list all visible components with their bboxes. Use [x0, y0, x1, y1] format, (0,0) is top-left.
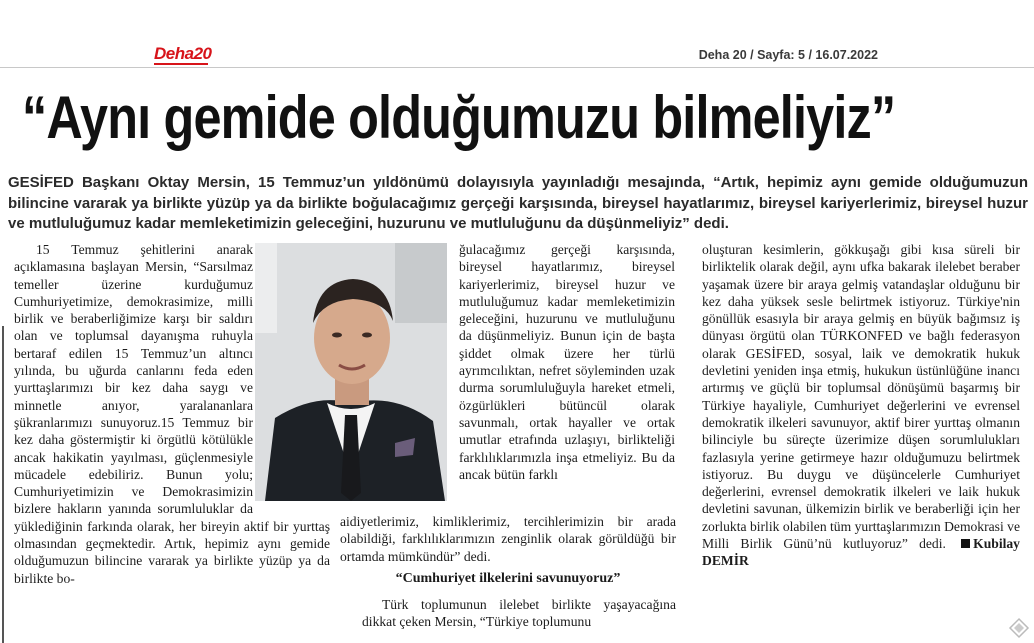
page-info-text: Deha 20 / Sayfa: 5 / 16.07.2022: [698, 48, 878, 62]
article-column-2: [459, 241, 675, 483]
column-3-text: oluşturan kesimlerin, gökkuşağı gibi kısa süreli bir birliktelik olarak değil, aynı ufka bakarak ilelebet beraber yaşamak üzere bir araya gelmiş vatandaşlar olduğunu bir kez daha yüksek sesle belirtmek istiyoruz. Türkiye'nin gönüllük esasıyla bir araya gelmiş en büyük bağımsız iş dünyası örgütü olan TÜRKONFED ve bağlı federasyon olarak GESİFED, sosyal, laik ve demokratik hukuk devletini yeniden inşa etmiş, hukukun üstünlüğüne inancı artırmış ve güçlü bir toplumsal dönüşümü başarmış bir Türkiye hayaliyle, Cumhuriyet değerlerini ve evrensel demokratik ilkeleri savunuyor, aktif birer yurttaş olmanın bilinciyle bu süreçte üzerimize düşen sorumlulukları fazlasıyla yerine getirmeye hazır olduğumuzu belirtmek istiyoruz. Bu duygu ve düşüncelerle Cumhuriyet değerlerini, evrensel demokratik ilkeleri ve laik hukuk devletini savunan, ülkemizin birlik ve beraberliği için her zorlukta birlik olabilen tüm yurttaşlarımızın Demokrasi ve Milli Birlik Günü’nü kutluyoruz” dedi.: [702, 242, 1020, 552]
page-info: [699, 48, 878, 62]
author-name: Kubilay DEMİR: [702, 536, 1020, 569]
logo-underline: [154, 63, 208, 65]
left-margin-bar: [2, 326, 4, 643]
column-2-text: ğulacağımız gerçeği karşısında, bireysel hayatlarımız, bireysel kariyerlerimiz, bireysel huzur ve mutluluğumuz kadar memleketimizin geleceğini, huzurunu ve mutluluğunu da düşünmeliyiz. Bunun için de başta şiddet olmak üzere her türlü ayrımcılıktan, nefret söyleminden uzak durma sorumluluğuyla hareket etmeli, özgürlükleri bütüncül olarak savunmalı, ortak hayaller ve ortak umutlar etrafında uzlaşıyı, birlikteliği farklılıklarımızla inşa etmeliyiz. Bu da ancak bütün farklı: [459, 242, 675, 482]
column-3-text-wrap: [702, 241, 1020, 570]
column-1-text: 15 Temmuz şehitlerini anarak açıklamasına başlayan Mersin, “Sarsılmaz temeller üzerine kurduğumuz Cumhuriyetimize, demokrasimize, milli birlik ve beraberliğimize karşı bir saldırı olan ve toplumsal dayanışma ruhuyla bertaraf edilen 15 Temmuz’un altıncı yılında, bu uğurda canlarını feda eden yurttaşlarımızı bir kez daha saygı ve minnetle anıyor, yaralananlara şükranlarımızı sunuyoruz.15 Temmuz bir kez daha göstermiştir ki örgütlü kötülükle ancak hakikatin yayılması, güçlenmesiyle mücadele edebiliriz. Bunun yolu; Cumhuriyetimizin ve Demokrasimizin bizlere hakların yanında sorumluluklar da yüklediğinin farkında olarak, her bireyin aktif bir yurttaş olmasından geçmektedir. Artık, hepimiz aynı gemide olduğumuzun bilincine vararak ya birlikte yüzüp ya da birlikte bo-: [14, 242, 330, 586]
watermark-icon: [1008, 617, 1030, 639]
logo-text: Deha: [154, 44, 194, 63]
article-column-2-continued: [340, 513, 676, 565]
article-column-2-bottom: [362, 596, 676, 631]
article-column-3: [702, 241, 1020, 570]
subheading: “Cumhuriyet ilkelerini savunuyoruz”: [395, 571, 621, 586]
portrait-image: [255, 243, 447, 501]
portrait-photo: [255, 243, 447, 501]
author-marker-icon: [961, 539, 970, 548]
column-2b-text: aidiyetlerimiz, kimliklerimiz, tercihlerimizin bir arada olabildiği, farklılıklarımızın zenginlik olarak görüldüğü bir ortamda mümkündür” dedi.: [340, 514, 676, 564]
top-divider: [0, 67, 1034, 68]
lead-paragraph: GESİFED Başkanı Oktay Mersin, 15 Temmuz’un yıldönümü dolayısıyla yayınladığı mesajında, “Artık, hepimiz aynı gemide olduğumuzun bilincine vararak ya birlikte yüzüp ya da birlikte boğulacağımız gerçeği karşısında, bireysel hayatlarımız, bireysel kariyerlerimiz, bireysel huzur ve mutluluğumuz kadar memleketimizin geleceğini, huzurunu ve mutluluğunu da düşünmeliyiz” dedi.: [8, 174, 1028, 232]
headline: “Aynı gemide olduğumuzu bilmeliyiz”: [22, 84, 896, 151]
column-2-bottom-text: Türk toplumunun ilelebet birlikte yaşayacağına dikkat çeken Mersin, “Türkiye toplumunu: [362, 597, 676, 630]
newspaper-logo: [154, 44, 212, 64]
logo-number: 20: [193, 44, 212, 63]
